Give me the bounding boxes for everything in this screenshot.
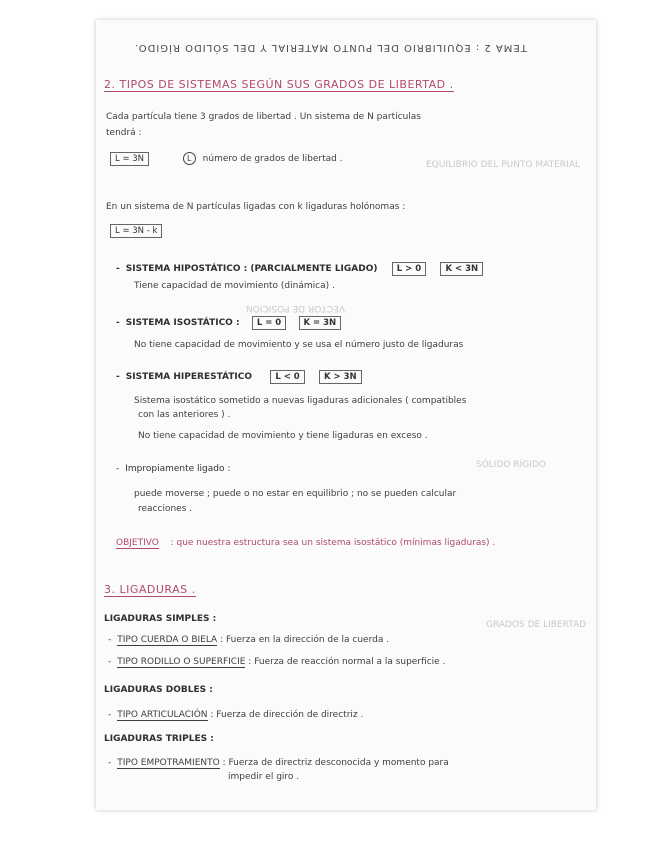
formula-description: número de grados de libertad . <box>202 154 343 164</box>
ligaduras-dobles-heading: LIGADURAS DOBLES : <box>104 685 213 695</box>
formula-box: L = 3N - k <box>110 224 162 238</box>
formula-row <box>110 224 162 238</box>
objetivo-label: OBJETIVO <box>116 538 159 548</box>
ghost-text: VECTOR DE POSICIÓN <box>246 303 345 313</box>
impropiamente-row: - Impropiamente ligado : <box>116 464 231 474</box>
isostatico-desc: No tiene capacidad de movimiento y se usa el número justo de ligaduras <box>134 340 464 350</box>
ghost-text: GRADOS DE LIBERTAD <box>486 620 587 630</box>
hipostatico-row: - SISTEMA HIPOSTÁTICO : (PARCIALMENTE LIGADO) L > 0 K < 3N <box>116 262 483 276</box>
objetivo-row <box>116 538 495 548</box>
condition-box: K > 3N <box>319 370 362 384</box>
ghost-text: EQUILIBRIO DEL PUNTO MATERIAL <box>426 160 580 170</box>
ligaduras-simples-heading: LIGADURAS SIMPLES : <box>104 614 217 624</box>
section-3-title: 3. LIGADURAS . <box>104 583 196 596</box>
hiperestatico-desc: con las anteriores ) . <box>138 410 231 420</box>
hiperestatico-desc: No tiene capacidad de movimiento y tiene ligaduras en exceso . <box>138 431 428 441</box>
ligadura-desc: : Fuerza de directriz desconocida y momento para <box>222 758 449 768</box>
isostatico-row: - SISTEMA ISOSTÁTICO : L = 0 K = 3N <box>116 316 341 330</box>
ligaduras-triples-heading: LIGADURAS TRIPLES : <box>104 734 214 744</box>
condition-box: L = 0 <box>252 316 286 330</box>
hipostatico-label: SISTEMA HIPOSTÁTICO : (PARCIALMENTE LIGADO) <box>125 264 378 274</box>
formula-box: L = 3N <box>110 152 149 166</box>
ligadura-type: TIPO EMPOTRAMIENTO <box>117 758 220 768</box>
hiperestatico-desc: Sistema isostático sometido a nuevas ligaduras adicionales ( compatibles <box>134 396 467 406</box>
impropiamente-label: Impropiamente ligado : <box>125 464 231 474</box>
ligadura-desc: impedir el giro . <box>228 772 300 782</box>
intro-text: Cada partícula tiene 3 grados de libertad . Un sistema de N partículas <box>106 112 421 122</box>
intro-text: En un sistema de N partículas ligadas con k ligaduras holónomas : <box>106 202 406 212</box>
hipostatico-desc: Tiene capacidad de movimiento (dinámica) . <box>134 281 335 291</box>
circle-letter: L <box>183 152 196 165</box>
ligadura-type: TIPO ARTICULACIÓN <box>117 710 208 720</box>
ligadura-item: - TIPO RODILLO O SUPERFICIE : Fuerza de reacción normal a la superficie . <box>108 657 446 667</box>
hiperestatico-row: - SISTEMA HIPERESTÁTICO L < 0 K > 3N <box>116 370 362 384</box>
section-2-title: 2. TIPOS DE SISTEMAS SEGÚN SUS GRADOS DE LIBERTAD . <box>104 78 454 91</box>
ligadura-item: - TIPO ARTICULACIÓN : Fuerza de dirección de directriz . <box>108 710 364 720</box>
impropiamente-desc: reacciones . <box>138 504 193 514</box>
objetivo-text: : que nuestra estructura sea un sistema isostático (mínimas ligaduras) . <box>170 538 496 548</box>
ligadura-item: - TIPO CUERDA O BIELA : Fuerza en la dirección de la cuerda . <box>108 635 390 645</box>
page-header: TEMA 2 : EQUILIBRIO DEL PUNTO MATERIAL Y DEL SÓLIDO RÍGIDO. <box>134 42 527 53</box>
ligadura-type: TIPO RODILLO O SUPERFICIE <box>117 657 246 667</box>
ligadura-desc: : Fuerza de dirección de directriz . <box>210 710 364 720</box>
condition-box: K < 3N <box>440 262 483 276</box>
condition-box: K = 3N <box>299 316 342 330</box>
condition-box: L > 0 <box>392 262 426 276</box>
hiperestatico-label: SISTEMA HIPERESTÁTICO <box>125 372 253 382</box>
ligadura-desc: : Fuerza en la dirección de la cuerda . <box>220 635 390 645</box>
ghost-text: SÓLIDO RÍGIDO <box>476 460 546 470</box>
ligadura-type: TIPO CUERDA O BIELA <box>117 635 218 645</box>
notebook-page <box>96 20 596 810</box>
formula-row <box>110 152 343 166</box>
intro-text: tendrá : <box>106 128 142 138</box>
ligadura-desc: : Fuerza de reacción normal a la superficie . <box>248 657 446 667</box>
isostatico-label: SISTEMA ISOSTÁTICO : <box>125 318 240 328</box>
condition-box: L < 0 <box>270 370 304 384</box>
ligadura-item: - TIPO EMPOTRAMIENTO : Fuerza de directriz desconocida y momento para <box>108 758 449 768</box>
impropiamente-desc: puede moverse ; puede o no estar en equilibrio ; no se pueden calcular <box>134 489 457 499</box>
